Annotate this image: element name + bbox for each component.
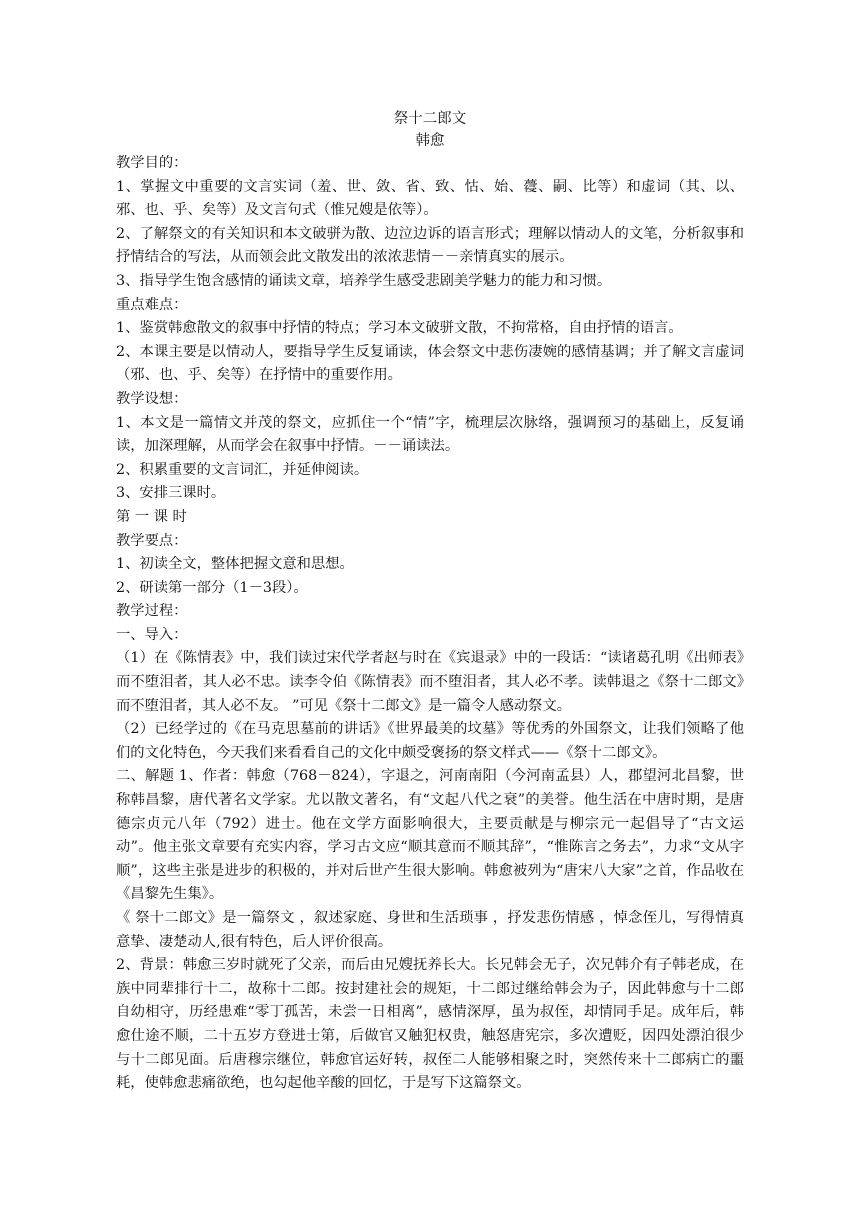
paragraph: 1、本文是一篇情文并茂的祭文，应抓住一个“情”字，梳理层次脉络，强调预习的基础上，反复诵读，加深理解，从而学会在叙事中抒情。－－诵读法。 xyxy=(116,414,744,455)
paragraph: 2、研读第一部分（1－3段）。 xyxy=(116,579,308,596)
paragraph: 2、本课主要是以情动人，要指导学生反复诵读，体会祭文中悲伤凄婉的感情基调；并了解文言虚词（邪、也、乎、矣等）在抒情中的重要作用。 xyxy=(116,343,744,384)
paragraph: 3、指导学生饱含感情的诵读文章，培养学生感受悲剧美学魅力的能力和习惯。 xyxy=(116,272,612,289)
paragraph: 教学目的： xyxy=(116,155,188,171)
paragraph: 教学过程： xyxy=(116,603,188,620)
paragraph: 一、导入： xyxy=(116,626,188,643)
paragraph: 《 祭十二郎文》是一篇祭文 ，叙述家庭、身世和生活琐事 ，抒发悲伤情感 ，悼念侄儿，写得情真意挚、凄楚动人,很有特色，后人评价很高。 xyxy=(116,910,744,950)
paragraph: 教学要点： xyxy=(116,532,188,549)
paragraph: （1）在《陈情表》中，我们读过宋代学者赵与时在《宾退录》中的一段话：“读诸葛孔明《出师表》而不堕泪者，其人必不忠。读李令伯《陈情表》而不堕泪者，其人必不孝。读韩退之《祭十二郎文》而不堕泪者，其人必不友。 ”可见《祭十二郎文》是一篇令人感动祭文。 xyxy=(116,650,744,714)
document-title: 祭十二郎文 xyxy=(393,111,467,127)
paragraph: 2、背景：韩愈三岁时就死了父亲，而后由兄嫂抚养长大。长兄韩会无子，次兄韩介有子韩老成，在族中同辈排行十二，故称十二郎。按封建社会的规矩，十二郎过继给韩会为子，因此韩愈与十二郎自幼相守，历经患难“零丁孤苦，未尝一日相离”，感情深厚，虽为叔侄，却情同手足。成年后，韩愈仕途不顺，二十五岁方登进士第，后做官又触犯权贵，触怒唐宪宗，多次遭贬，因四处漂泊很少与十二郎见面。后唐穆宗继位，韩愈官运好转，叔侄二人能够相聚之时，突然传来十二郎病亡的噩耗，使韩愈悲痛欲绝，也勾起他辛酸的回忆，于是写下这篇祭文。 xyxy=(116,957,744,1092)
paragraph: 1、鉴赏韩愈散文的叙事中抒情的特点；学习本文破骈文散，不拘常格，自由抒情的语言。 xyxy=(116,320,683,337)
paragraph: 2、了解祭文的有关知识和本文破骈为散、边泣边诉的语言形式；理解以情动人的文笔，分析叙事和抒情结合的写法，从而领会此文散发出的浓浓悲情－－亲情真实的展示。 xyxy=(116,225,744,266)
document-body xyxy=(116,152,744,1096)
paragraph: 教学设想： xyxy=(116,390,188,407)
paragraph: （2）已经学过的《在马克思墓前的讲话》《世界最美的坟墓》等优秀的外国祭文，让我们领略了他们的文化特色，今天我们来看看自己的文化中颇受褒扬的祭文样式——《祭十二郎文》。 xyxy=(116,721,744,761)
document-author: 韩愈 xyxy=(415,133,445,149)
paragraph: 3、安排三课时。 xyxy=(116,485,226,502)
paragraph: 2、积累重要的文言词汇，并延伸阅读。 xyxy=(116,461,369,478)
paragraph: 第 一 课 时 xyxy=(116,508,187,525)
paragraph: 二、解题 1、作者：韩愈（768－824），字退之，河南南阳（今河南孟县）人，郡望河北昌黎，世称韩昌黎，唐代著名文学家。尤以散文著名，有“文起八代之衰”的美誉。他生活在中唐时期，是唐德宗贞元八年（792）进士。他在文学方面影响很大，主要贡献是与柳宗元一起倡导了“古文运动”。他主张文章要有充实内容，学习古文应“顺其意而不顺其辞”，“惟陈言之务去”，力求“文从字顺”，这些主张是进步的积极的，并对后世产生很大影响。韩愈被列为“唐宋八大家”之首，作品收在《昌黎先生集》。 xyxy=(116,768,744,903)
paragraph: 1、掌握文中重要的文言实词（羞、世、敛、省、致、怙、始、蘉、嗣、比等）和虚词（其、以、邪、也、乎、矣等）及文言句式（惟兄嫂是依等）。 xyxy=(116,178,744,219)
paragraph: 重点难点： xyxy=(116,296,188,313)
paragraph: 1、初读全文，整体把握文意和思想。 xyxy=(116,556,354,573)
